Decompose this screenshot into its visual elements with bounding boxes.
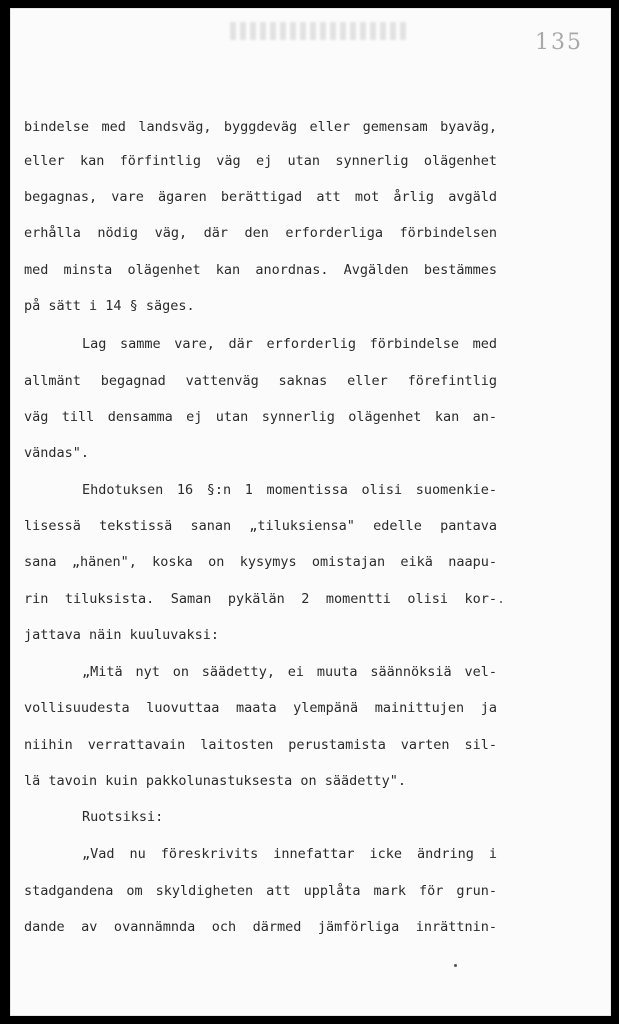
text-line: stadgandena om skyldigheten att upplåta mark för grun- [24, 883, 497, 899]
ink-speck [500, 601, 502, 603]
text-line: allmänt begagnad vattenväg saknas eller förefintlig [24, 373, 497, 389]
text-line: eller kan förfintlig väg ej utan synnerlig olägenhet [24, 153, 497, 169]
faded-header-marks [230, 22, 410, 40]
text-line: väg till densamma ej utan synnerlig olägenhet kan an- [24, 409, 497, 425]
text-line: erhålla nödig väg, där den erforderliga förbindelsen [24, 225, 497, 241]
ink-speck [454, 964, 457, 967]
text-line: dande av ovannämnda och därmed jämförliga inrättnin- [24, 919, 497, 935]
page-number: 135 [535, 30, 583, 55]
text-line: lisessä tekstissä sanan „tiluksiensa" edelle pantava [24, 518, 497, 534]
text-line: vändas". [24, 445, 90, 461]
text-line: rin tiluksista. Saman pykälän 2 momentti olisi kor- [24, 591, 497, 607]
text-line: på sätt i 14 § säges. [24, 298, 195, 314]
text-line: vollisuudesta luovuttaa maata ylempänä mainittujen ja [24, 700, 497, 716]
text-line: begagnas, vare ägaren berättigad att mot årlig avgäld [24, 189, 497, 205]
text-line: jattava näin kuuluvaksi: [24, 627, 220, 643]
text-line: niihin verrattavain laitosten perustamista varten sil- [24, 737, 497, 753]
paragraph-first-line: Ruotsiksi: [82, 809, 164, 825]
text-line: sana „hänen", koska on kysymys omistajan eikä naapu- [24, 554, 497, 570]
text-line: med minsta olägenhet kan anordnas. Avgälden bestämmes [24, 262, 497, 278]
paragraph-first-line: Lag samme vare, där erforderlig förbindelse med [82, 336, 497, 352]
paragraph-first-line: Ehdotuksen 16 §:n 1 momentissa olisi suomenkie- [82, 482, 497, 498]
document-page [10, 8, 611, 1016]
paragraph-first-line: „Mitä nyt on säädetty, ei muuta säännöksiä vel- [82, 664, 497, 680]
paragraph-first-line: „Vad nu föreskrivits innefattar icke ändring i [82, 846, 497, 862]
text-line: bindelse med landsväg, byggdeväg eller gemensam byaväg, [24, 119, 497, 135]
text-line: lä tavoin kuin pakkolunastuksesta on säädetty". [24, 773, 407, 789]
